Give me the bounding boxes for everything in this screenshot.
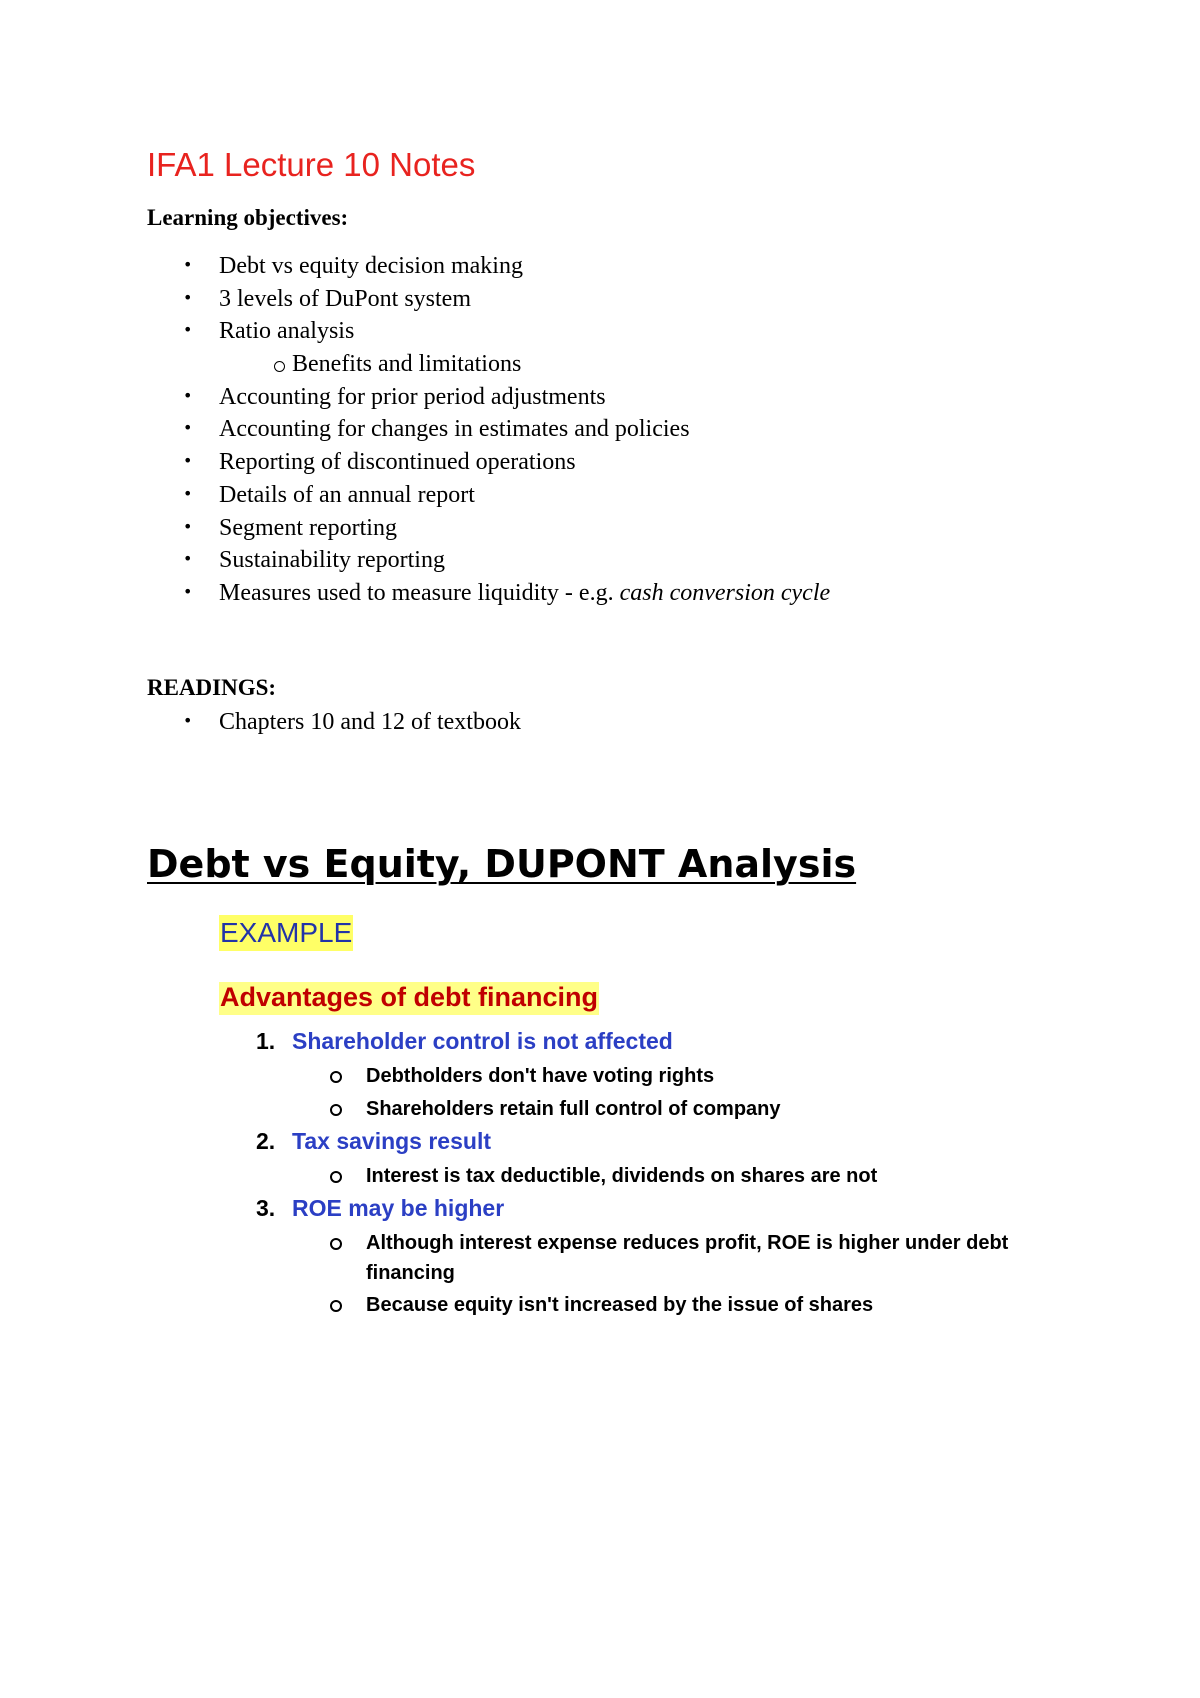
bullet-icon: • xyxy=(183,581,193,601)
list-item-text: Accounting for changes in estimates and policies xyxy=(219,416,690,443)
bullet-icon: • xyxy=(183,287,193,307)
hollow-bullet-icon xyxy=(330,1071,342,1083)
list-item xyxy=(0,385,1200,418)
list-item-text: Benefits and limitations xyxy=(292,351,522,378)
list-item-text xyxy=(219,581,830,605)
list-item-text: Debt vs equity decision making xyxy=(219,253,523,279)
advantage-point-text: Shareholders retain full control of company xyxy=(366,1098,781,1120)
advantage-point-text: Debtholders don't have voting rights xyxy=(366,1065,715,1087)
bullet-icon: • xyxy=(183,255,193,274)
learning-objectives-heading: Learning objectives: xyxy=(147,205,349,230)
section-title: Debt vs Equity, DUPONT Analysis xyxy=(147,842,857,886)
example-label: EXAMPLE xyxy=(219,915,353,951)
document-title: IFA1 Lecture 10 Notes xyxy=(147,146,476,183)
advantage-number: 2. xyxy=(256,1128,276,1154)
advantage-point-text: Although interest expense reduces profit, ROE is higher under debt financing xyxy=(366,1232,1009,1284)
bullet-icon: • xyxy=(183,451,193,471)
advantage-point-text: Interest is tax deductible, dividends on shares are not xyxy=(366,1165,878,1187)
readings-heading: READINGS: xyxy=(147,675,277,700)
advantage-label: ROE may be higher xyxy=(292,1195,505,1221)
list-item-text-main: Measures used to measure liquidity - e.g. xyxy=(219,579,620,606)
hollow-bullet-icon xyxy=(274,361,285,372)
list-item-text: Ratio analysis xyxy=(219,318,355,345)
hollow-bullet-icon xyxy=(330,1300,342,1312)
list-item-text: Chapters 10 and 12 of textbook xyxy=(219,709,521,735)
bullet-icon: • xyxy=(183,418,193,438)
list-item xyxy=(0,516,1200,549)
list-item xyxy=(0,254,1200,287)
list-item-text: Details of an annual report xyxy=(219,481,475,508)
learning-objectives-list xyxy=(0,254,1200,614)
list-item xyxy=(0,417,1200,450)
bullet-icon: • xyxy=(183,483,193,503)
list-item-text: Sustainability reporting xyxy=(219,547,445,574)
advantage-number: 3. xyxy=(256,1195,276,1221)
list-item xyxy=(0,287,1200,320)
list-item xyxy=(0,352,1200,385)
advantage-label: Shareholder control is not affected xyxy=(292,1028,673,1054)
list-item-text: Accounting for prior period adjustments xyxy=(219,383,606,410)
list-item-text: 3 levels of DuPont system xyxy=(219,285,471,312)
hollow-bullet-icon xyxy=(330,1104,342,1116)
bullet-icon: • xyxy=(183,320,193,340)
list-item xyxy=(0,450,1200,483)
hollow-bullet-icon xyxy=(330,1171,342,1183)
readings-list xyxy=(0,710,1200,743)
bullet-icon: • xyxy=(183,549,193,569)
list-item-text: Reporting of discontinued operations xyxy=(219,449,576,476)
bullet-icon: • xyxy=(183,711,193,730)
advantages-title: Advantages of debt financing xyxy=(219,982,599,1015)
advantage-label: Tax savings result xyxy=(292,1128,491,1154)
list-item-text: Segment reporting xyxy=(219,514,397,541)
hollow-bullet-icon xyxy=(330,1238,342,1250)
advantage-point-text: Because equity isn't increased by the issue of shares xyxy=(366,1294,874,1316)
list-item xyxy=(0,710,1200,743)
list-item xyxy=(0,548,1200,581)
advantage-number: 1. xyxy=(256,1028,276,1054)
list-item-text-italic: cash conversion cycle xyxy=(619,579,831,606)
list-item xyxy=(0,483,1200,516)
bullet-icon: • xyxy=(183,385,193,405)
list-item xyxy=(0,319,1200,352)
bullet-icon: • xyxy=(183,516,193,536)
list-item xyxy=(0,581,1200,614)
